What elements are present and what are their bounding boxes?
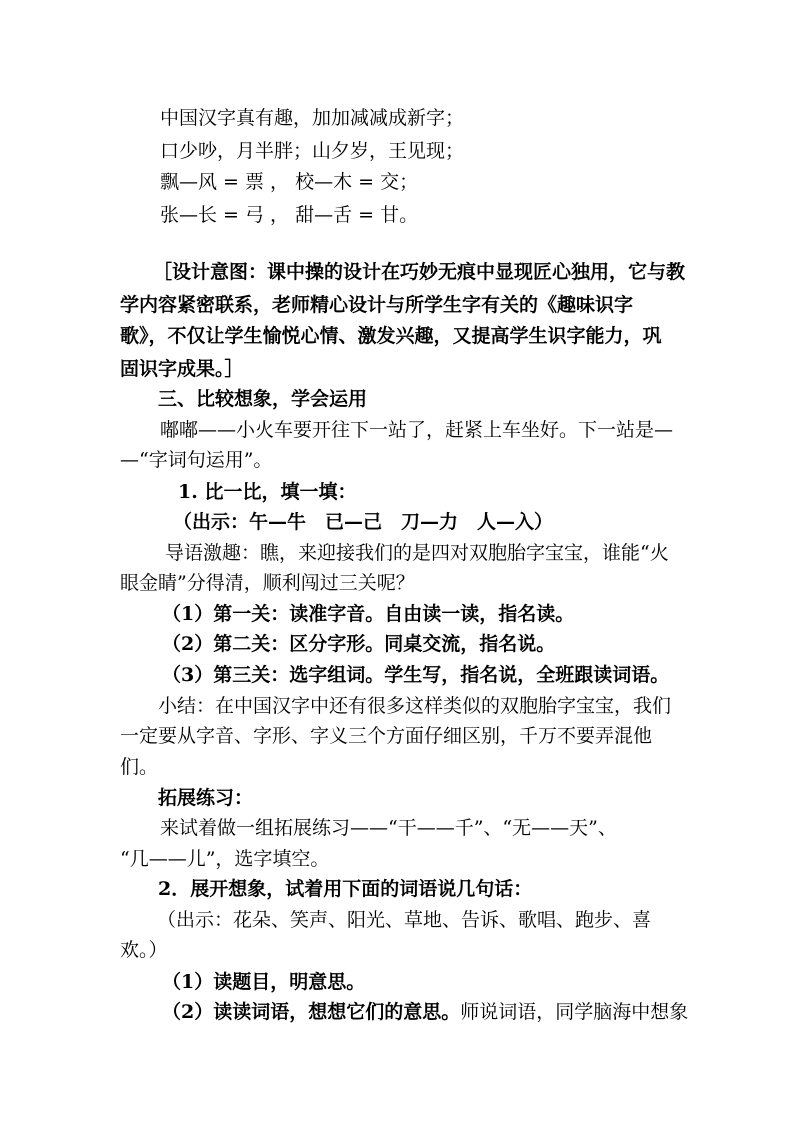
step-line: （3）第三关：选字组词。学生写，指名说，全班跟读词语。 [162, 664, 670, 686]
paragraph-line: “几——儿”，选字填空。 [120, 848, 330, 870]
step-line: （2）第二关：区分字形。同桌交流，指名说。 [162, 633, 556, 655]
section-heading: 三、比较想象，学会运用 [158, 388, 368, 410]
example-line: （出示：午—牛 已—己 刀—力 人—入） [173, 511, 554, 533]
poem-line: 飘—风 = 票 ， 校—木 = 交； [160, 171, 419, 193]
step-line: （1）读题目，明意思。 [162, 971, 366, 993]
step-bold-text: （2）读读词语，想想它们的意思。 [162, 1001, 461, 1023]
example-line: （出示：花朵、笑声、阳光、草地、告诉、歌唱、跑步、喜 [157, 909, 652, 931]
paragraph-line: 导语激趣：瞧，来迎接我们的是四对双胞胎字宝宝，谁能“火 [165, 542, 669, 564]
example-line: 欢。） [120, 939, 168, 961]
poem-line: 张—长 = 弓 ， 甜—舌 = 甘。 [160, 204, 419, 226]
step-line [162, 1000, 688, 1024]
extension-heading: 拓展练习： [158, 787, 254, 809]
paragraph-line: 来试着做一组拓展练习——“干——千”、“无——天”、 [160, 817, 617, 839]
item-title: 1. 比一比，填一填： [178, 481, 357, 503]
design-intent-line: 歌》，不仅让学生愉悦心情、激发兴趣，又提高学生识字能力，巩 [120, 325, 662, 347]
design-intent-line: 学内容紧密联系，老师精心设计与所学生字有关的《趣味识字 [120, 294, 634, 316]
summary-line: 们。 [120, 756, 159, 778]
summary-line: 一定要从字音、字形、字义三个方面仔细区别，千万不要弄混他 [120, 725, 653, 747]
paragraph-line: —“字词句运用”。 [120, 449, 273, 471]
design-intent-line: 固识字成果。］ [120, 358, 244, 380]
step-plain-text: 师说词语，同学脑海中想象 [460, 1001, 689, 1023]
step-line: （1）第一关：读准字音。自由读一读，指名读。 [162, 603, 575, 625]
item-title: 2．展开想象，试着用下面的词语说几句话： [158, 878, 533, 900]
poem-line: 中国汉字真有趣，加加减减成新字； [160, 107, 465, 129]
summary-line: 小结：在中国汉字中还有很多这样类似的双胞胎字宝宝，我们 [158, 695, 672, 717]
paragraph-line: 嘟嘟——小火车要开往下一站了，赶紧上车坐好。下一站是— [160, 419, 674, 441]
design-intent-line: ［设计意图：课中操的设计在巧妙无痕中显现匠心独用，它与教 [153, 261, 686, 283]
poem-line: 口少吵，月半胖；山夕岁，王见现； [160, 140, 465, 162]
paragraph-line: 眼金睛”分得清，顺利闯过三关呢？ [120, 572, 415, 594]
